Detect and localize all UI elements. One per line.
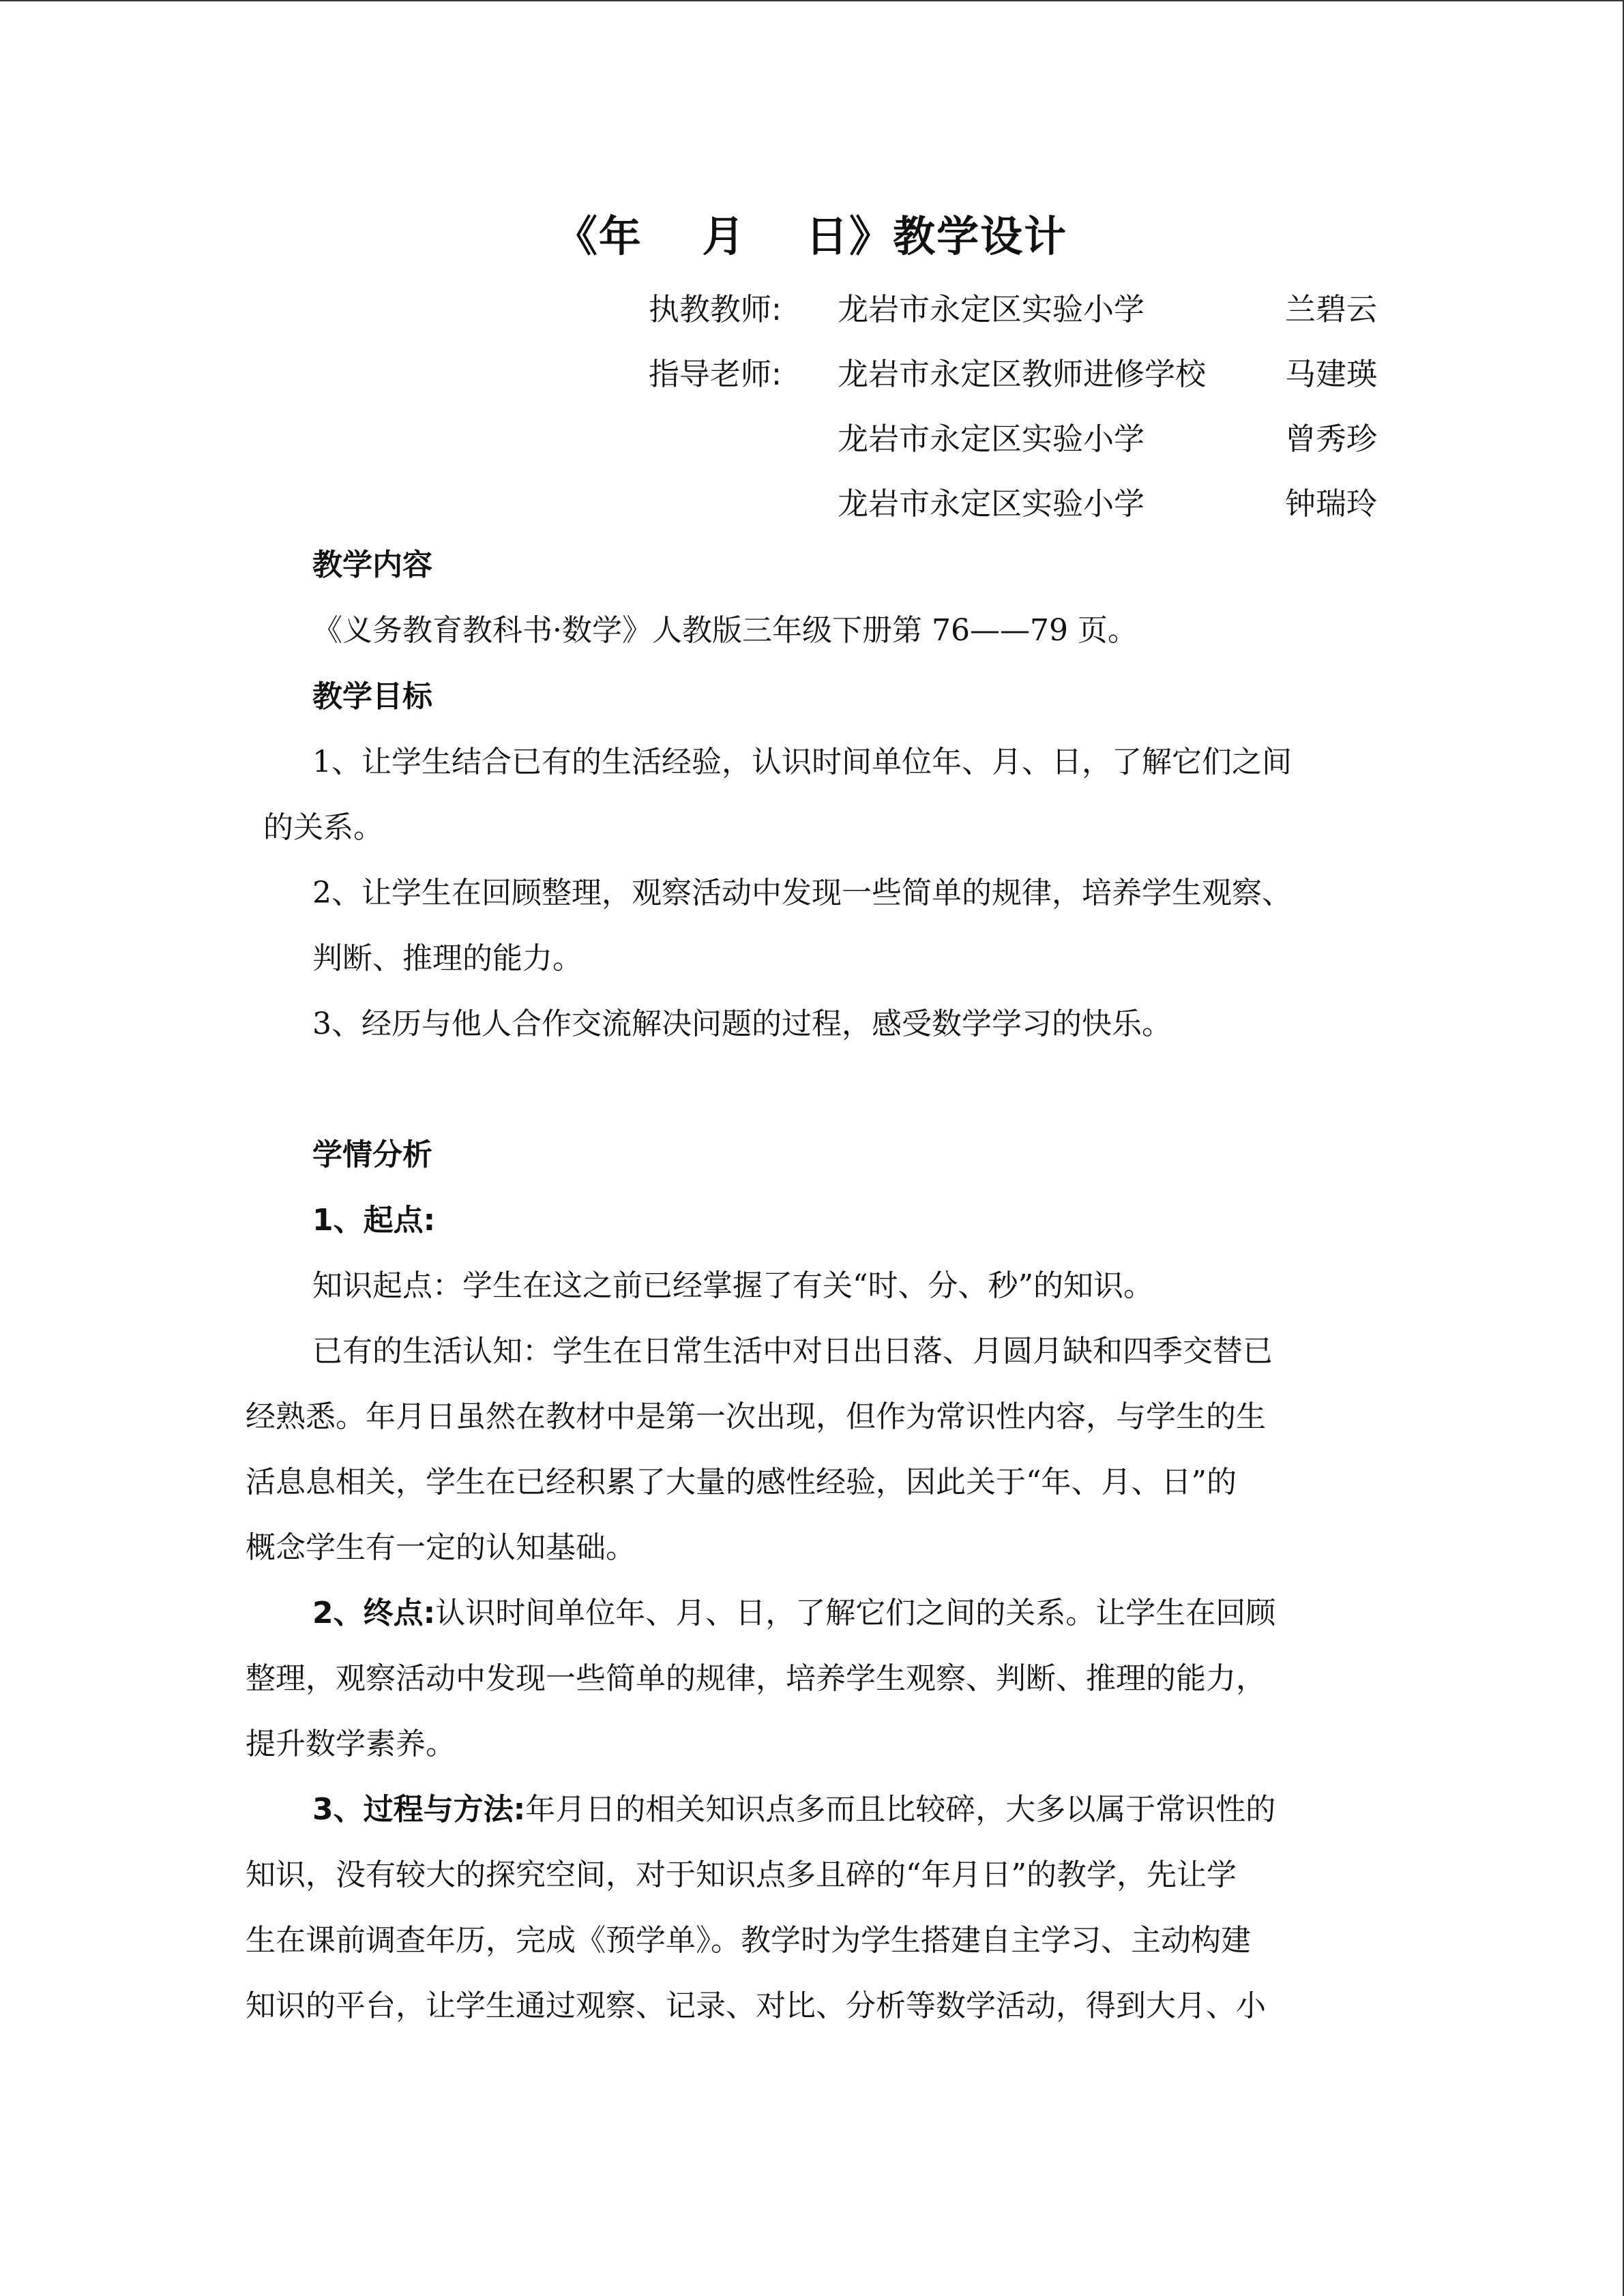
start-knowledge: 知识起点：学生在这之前已经掌握了有关“时、分、秒”的知识。 <box>312 1268 1153 1303</box>
process-text: 年月日的相关知识点多而且比较碎，大多以属于常识性的 <box>525 1792 1276 1827</box>
end-line-3: 提升数学素养。 <box>246 1727 456 1761</box>
teacher-name: 兰碧云 <box>1284 291 1377 327</box>
life-line-1: 已有的生活认知：学生在日常生活中对日出日落、月圆月缺和四季交替已 <box>312 1334 1273 1369</box>
advisor-label: 指导老师: <box>648 356 782 392</box>
end-line-1 <box>312 1593 1275 1634</box>
goals-heading: 教学目标 <box>312 679 432 714</box>
goal-1-line-1: 1、让学生结合已有的生活经验，认识时间单位年、月、日，了解它们之间 <box>312 745 1292 779</box>
credit-advisor-2 <box>0 414 1623 455</box>
credit-teacher <box>0 284 1623 325</box>
end-label: 2、终点: <box>312 1596 436 1630</box>
advisor-org: 龙岩市永定区实验小学 <box>838 421 1145 457</box>
process-line-2: 知识，没有较大的探究空间，对于知识点多且碎的“年月日”的教学，先让学 <box>246 1858 1237 1892</box>
content-heading: 教学内容 <box>312 548 432 582</box>
advisor-org: 龙岩市永定区实验小学 <box>838 486 1145 522</box>
credit-advisor-3 <box>0 479 1623 520</box>
advisor-name: 马建瑛 <box>1284 356 1377 392</box>
goal-2-line-2: 判断、推理的能力。 <box>312 941 582 976</box>
goal-1-line-2: 的关系。 <box>263 810 383 845</box>
advisor-name: 钟瑞玲 <box>1284 486 1377 522</box>
life-line-3: 活息息相关，学生在已经积累了大量的感性经验，因此关于“年、月、日”的 <box>246 1465 1237 1500</box>
advisor-org: 龙岩市永定区教师进修学校 <box>838 356 1207 392</box>
life-line-4: 概念学生有一定的认知基础。 <box>246 1530 636 1565</box>
process-line-1 <box>312 1789 1275 1830</box>
teacher-org: 龙岩市永定区实验小学 <box>838 291 1145 327</box>
end-text: 认识时间单位年、月、日，了解它们之间的关系。让学生在回顾 <box>435 1596 1276 1630</box>
process-label: 3、过程与方法: <box>312 1792 526 1827</box>
advisor-name: 曾秀珍 <box>1284 421 1377 457</box>
process-line-4: 知识的平台，让学生通过观察、记录、对比、分析等数学活动，得到大月、小 <box>246 1988 1266 2023</box>
process-line-3: 生在课前调查年历，完成《预学单》。教学时为学生搭建自主学习、主动构建 <box>246 1923 1251 1958</box>
analysis-heading: 学情分析 <box>312 1137 432 1172</box>
goal-2-line-1: 2、让学生在回顾整理，观察活动中发现一些简单的规律，培养学生观察、 <box>312 876 1292 910</box>
end-line-2: 整理，观察活动中发现一些简单的规律，培养学生观察、判断、推理的能力， <box>246 1661 1266 1696</box>
start-heading: 1、起点: <box>312 1203 436 1238</box>
teacher-label: 执教教师: <box>648 291 782 327</box>
goal-3: 3、经历与他人合作交流解决问题的过程，感受数学学习的快乐。 <box>312 1007 1172 1041</box>
document-title: 《年 月 日》教学设计 <box>555 211 1068 261</box>
credit-advisor-1 <box>0 349 1623 390</box>
content-text: 《义务教育教科书·数学》人教版三年级下册第 76——79 页。 <box>312 613 1138 648</box>
life-line-2: 经熟悉。年月日虽然在教材中是第一次出现，但作为常识性内容，与学生的生 <box>246 1399 1266 1434</box>
